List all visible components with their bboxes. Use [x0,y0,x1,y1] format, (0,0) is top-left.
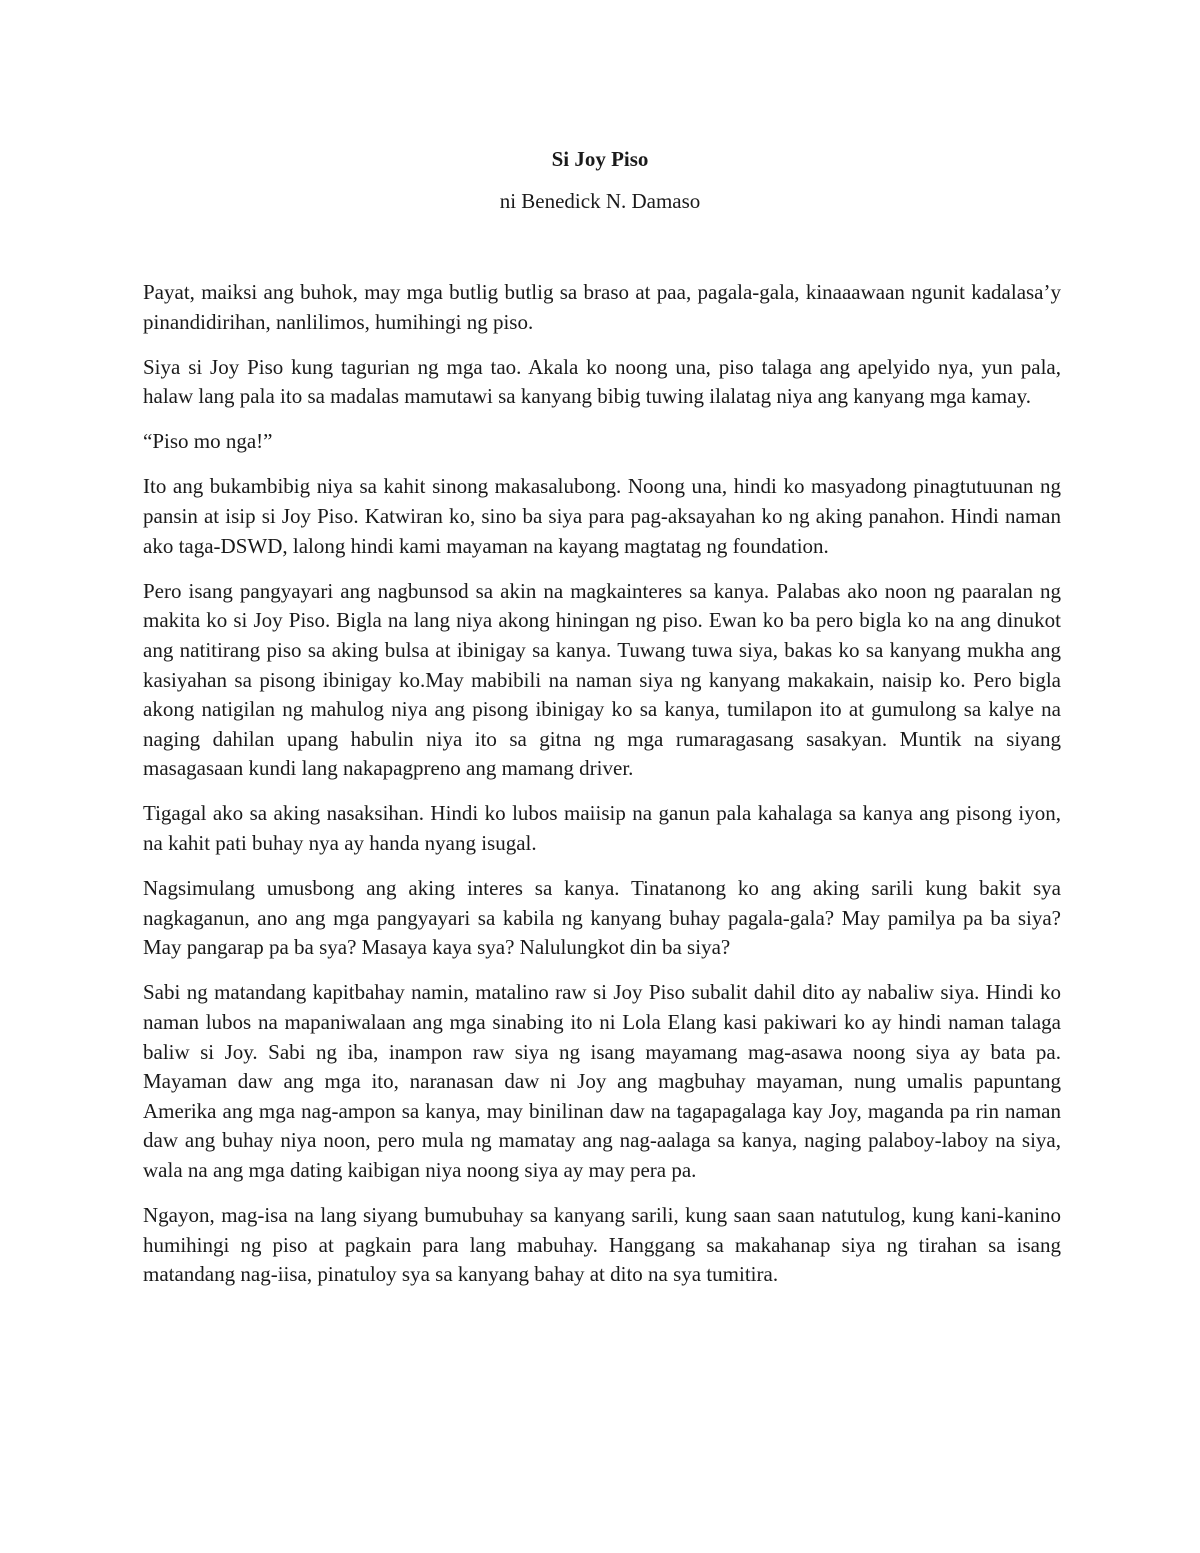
paragraph-1: Payat, maiksi ang buhok, may mga butlig butlig sa braso at paa, pagala-gala, kinaaawaan ngunit kadalasa’y pinandidirihan, nanlilimos, humihingi ng piso. [143,280,1061,334]
paragraph-2: Siya si Joy Piso kung tagurian ng mga tao. Akala ko noong una, piso talaga ang apelyido nya, yun pala, halaw lang pala ito sa madalas mamutawi sa kanyang bibig tuwing ilalatag niya ang kanyang mga kamay. [143,354,1061,409]
story-title: Si Joy Piso [551,147,649,171]
paragraph-9: Ngayon, mag-isa na lang siyang bumubuhay sa kanyang sarili, kung saan saan natutulog, kung kani-kanino humihingi ng piso at pagkain para lang mabuhay. Hanggang sa makahanap siya ng tirahan sa isang matandang nag-iisa, pinatuloy sya sa kanyang bahay at dito na sya tumitira. [143,1203,1061,1287]
paragraph-3: “Piso mo nga!” [143,429,273,454]
paragraph-8: Sabi ng matandang kapitbahay namin, matalino raw si Joy Piso subalit dahil dito ay nabaliw siya. Hindi ko naman lubos na mapaniwalaan ang mga sinabing ito ni Lola Elang kasi pakiwari ko ay hindi naman talaga baliw si Joy. Sabi ng iba, inampon raw siya ng isang mayamang mag-asawa noong siya ay bata pa. Mayaman daw ang mga ito, naranasan daw ni Joy ang magbuhay mayaman, nung umalis papuntang Amerika ang mga nag-ampon sa kanya, may binilinan daw na tagapagalaga kay Joy, maganda pa rin naman daw ang buhay niya noon, pero mula ng mamatay ang nag-aalaga sa kanya, naging palaboy-laboy na siya, wala na ang mga dating kaibigan niya noong siya ay may pera pa. [143,980,1061,1182]
paragraph-6: Tigagal ako sa aking nasaksihan. Hindi ko lubos maiisip na ganun pala kahalaga sa kanya ang pisong iyon, na kahit pati buhay nya ay handa nyang isugal. [143,801,1061,855]
story-author: ni Benedick N. Damaso [499,189,701,213]
paragraph-4: Ito ang bukambibig niya sa kahit sinong makasalubong. Noong una, hindi ko masyadong pinagtutuunan ng pansin at isip si Joy Piso. Katwiran ko, sino ba siya para pag-aksayahan ko ng aking panahon. Hindi naman ako taga-DSWD, lalong hindi kami mayaman na kayang magtatag ng foundation. [143,474,1061,558]
paragraph-5: Pero isang pangyayari ang nagbunsod sa akin na magkainteres sa kanya. Palabas ako noon ng paaralan ng makita ko si Joy Piso. Bigla na lang niya akong hiningan ng piso. Ewan ko ba pero bigla ko na ang dinukot ang natitirang piso sa aking bulsa at ibinigay sa kanya. Tuwang tuwa siya, bakas ko sa kanyang mukha ang kasiyahan sa pisong ibinigay ko.May mabibili na naman siya ng kanyang makakain, naisip ko. Pero bigla akong natigilan ng mahulog niya ang pisong ibinigay ko sa kanya, tumilapon ito at gumulong sa kalye na naging dahilan upang habulin niya ito sa gitna ng mga rumaragasang sasakyan. Muntik na siyang masagasaan kundi lang nakapagpreno ang mamang driver. [143,578,1061,781]
paragraph-7: Nagsimulang umusbong ang aking interes sa kanya. Tinatanong ko ang aking sarili kung bakit sya nagkaganun, ano ang mga pangyayari sa kabila ng kanyang buhay pagala-gala? May pamilya pa ba siya? May pangarap pa ba sya? Masaya kaya sya? Nalulungkot din ba siya? [143,876,1061,960]
story-body [143,278,1061,1305]
